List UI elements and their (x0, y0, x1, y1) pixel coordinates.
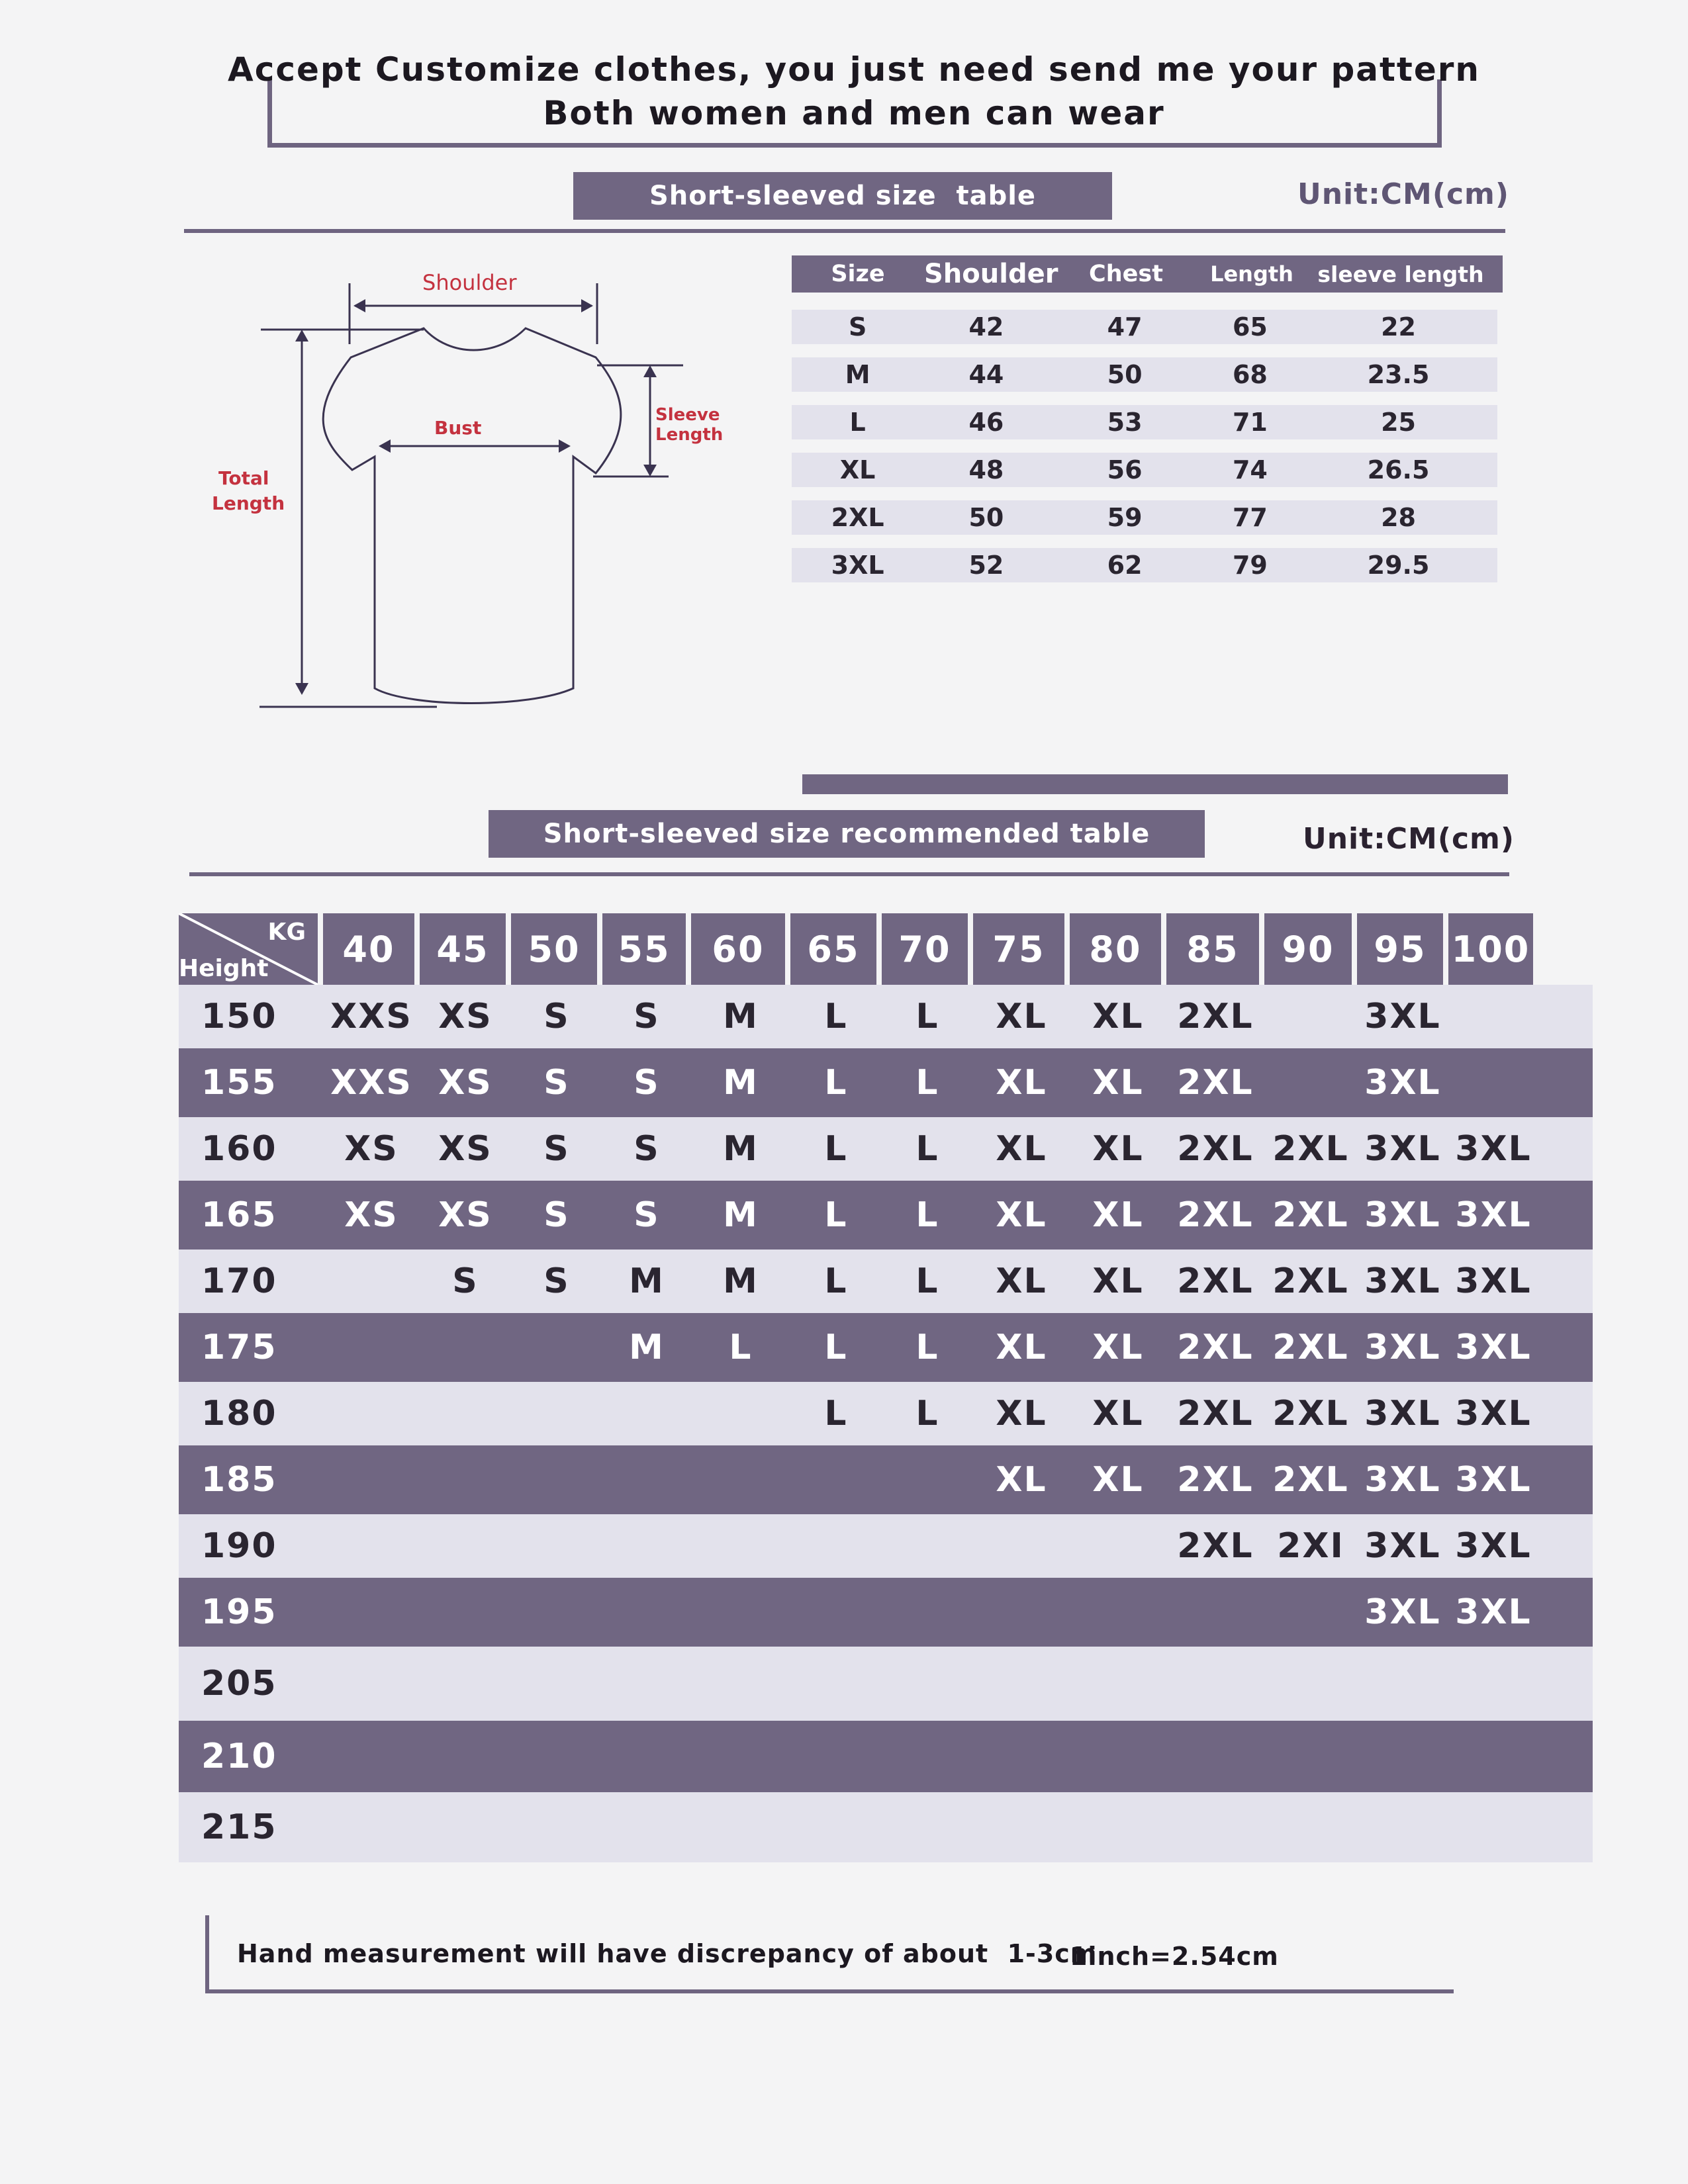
size-cell: 3XL (1455, 1394, 1532, 1433)
recommend-table (179, 913, 1593, 1862)
cell-shoulder: 44 (968, 360, 1004, 389)
cell-size: M (845, 360, 870, 389)
weight-header-75: 75 (973, 913, 1064, 985)
weight-header-70: 70 (882, 913, 968, 985)
size-cell: 3XL (1455, 1129, 1532, 1169)
size-cell: L (824, 997, 848, 1036)
table-corner (179, 913, 318, 985)
size-table-title: Short-sleeved size table (649, 181, 1037, 211)
cell-size: 3XL (831, 551, 884, 580)
size-cell: XL (1092, 1129, 1144, 1169)
cell-length: 65 (1232, 312, 1268, 341)
size-cell: S (452, 1261, 479, 1301)
weight-header-55: 55 (602, 913, 686, 985)
size-cell: 2XL (1177, 1261, 1254, 1301)
cell-shoulder: 52 (968, 551, 1004, 580)
height-cell: 210 (201, 1737, 277, 1776)
size-table-row (792, 548, 1497, 582)
recommend-row-170 (179, 1250, 1593, 1313)
footer-note: Hand measurement will have discrepancy of about 1-3cm (237, 1939, 1098, 1968)
size-table-row (792, 500, 1497, 535)
size-cell: XL (996, 1394, 1047, 1433)
size-cell: S (543, 997, 570, 1036)
size-cell: 3XL (1364, 1526, 1441, 1566)
size-cell: 3XL (1364, 1592, 1441, 1632)
header-size: Size (831, 261, 885, 287)
size-cell: 3XL (1455, 1195, 1532, 1235)
size-cell: 3XL (1364, 1394, 1441, 1433)
size-cell: XL (996, 1328, 1047, 1367)
size-cell: S (543, 1261, 570, 1301)
size-table-unit: Unit:CM(cm) (1297, 177, 1509, 211)
cell-length: 68 (1232, 360, 1268, 389)
size-cell: XL (1092, 1195, 1144, 1235)
size-cell: 2XL (1177, 1526, 1254, 1566)
size-cell: XXS (330, 997, 412, 1036)
size-cell: M (629, 1261, 665, 1301)
size-cell: 3XL (1364, 997, 1441, 1036)
size-cell: 3XL (1364, 1328, 1441, 1367)
height-cell: 165 (201, 1195, 277, 1235)
size-cell: 2XL (1177, 1394, 1254, 1433)
recommend-row-190 (179, 1514, 1593, 1578)
cell-sleeve-length: 28 (1381, 503, 1416, 532)
shoulder-label: Shoulder (422, 270, 517, 295)
size-cell: 2XL (1272, 1261, 1349, 1301)
footer-conversion: 1inch=2.54cm (1070, 1942, 1279, 1971)
size-cell: XL (1092, 1460, 1144, 1500)
size-cell: 3XL (1364, 1460, 1441, 1500)
size-cell: M (723, 1261, 759, 1301)
size-cell: 3XL (1455, 1460, 1532, 1500)
size-cell: M (629, 1328, 665, 1367)
recommend-row-195 (179, 1578, 1593, 1647)
recommend-table-header (179, 913, 1593, 985)
cell-chest: 50 (1107, 360, 1143, 389)
header-title-line2: Both women and men can wear (543, 94, 1165, 132)
size-cell: L (915, 1394, 939, 1433)
size-cell: L (824, 1394, 848, 1433)
recommend-table-unit: Unit:CM(cm) (1303, 822, 1515, 856)
size-cell: 3XL (1364, 1129, 1441, 1169)
header-chest: Chest (1089, 261, 1163, 287)
size-cell: 2XL (1177, 1195, 1254, 1235)
size-cell: XL (1092, 1394, 1144, 1433)
size-cell: XL (996, 1063, 1047, 1103)
size-cell: S (543, 1063, 570, 1103)
height-cell: 205 (201, 1664, 277, 1704)
total-length-label-2: Length (212, 492, 285, 514)
size-cell: XL (1092, 1261, 1144, 1301)
height-cell: 180 (201, 1394, 277, 1433)
size-table-header (792, 255, 1503, 293)
cell-sleeve-length: 22 (1381, 312, 1416, 341)
size-cell: M (723, 1195, 759, 1235)
cell-sleeve-length: 23.5 (1367, 360, 1430, 389)
measurement-diagram (199, 258, 741, 721)
size-cell: 3XL (1455, 1261, 1532, 1301)
size-cell: S (543, 1195, 570, 1235)
weight-header-85: 85 (1166, 913, 1259, 985)
size-cell: L (824, 1063, 848, 1103)
size-cell: L (824, 1195, 848, 1235)
size-cell: L (915, 1261, 939, 1301)
size-cell: 2XL (1272, 1460, 1349, 1500)
size-cell: S (633, 1195, 660, 1235)
size-cell: 3XL (1364, 1261, 1441, 1301)
recommend-row-150 (179, 985, 1593, 1048)
size-cell: 2XL (1177, 997, 1254, 1036)
cell-length: 79 (1232, 551, 1268, 580)
recommend-row-180 (179, 1382, 1593, 1445)
cell-sleeve-length: 29.5 (1367, 551, 1430, 580)
size-cell: XXS (330, 1063, 412, 1103)
height-cell: 175 (201, 1328, 277, 1367)
size-cell: 2XL (1177, 1460, 1254, 1500)
cell-sleeve-length: 25 (1381, 408, 1416, 437)
weight-header-90: 90 (1264, 913, 1352, 985)
cell-sleeve-length: 26.5 (1367, 455, 1430, 484)
sleeve-length-label-2: Length (655, 425, 724, 445)
size-cell: 3XL (1364, 1063, 1441, 1103)
size-table-row (792, 310, 1497, 344)
size-section-rule (184, 229, 1505, 233)
header-length: Length (1210, 261, 1293, 287)
cell-chest: 62 (1107, 551, 1143, 580)
cell-size: 2XL (831, 503, 884, 532)
weight-header-80: 80 (1070, 913, 1161, 985)
size-cell: L (824, 1328, 848, 1367)
weight-header-45: 45 (420, 913, 506, 985)
header-sleeve-length: sleeve length (1317, 261, 1484, 287)
size-cell: XS (438, 1129, 492, 1169)
size-cell: 2XL (1177, 1129, 1254, 1169)
size-cell: S (633, 1063, 660, 1103)
cell-shoulder: 42 (968, 312, 1004, 341)
cell-shoulder: 50 (968, 503, 1004, 532)
size-cell: XS (344, 1195, 399, 1235)
size-cell: 3XL (1455, 1526, 1532, 1566)
size-cell: 3XL (1455, 1328, 1532, 1367)
height-cell: 185 (201, 1460, 277, 1500)
size-cell: XS (344, 1129, 399, 1169)
size-cell: XL (996, 1129, 1047, 1169)
recommend-row-155 (179, 1048, 1593, 1117)
cell-chest: 56 (1107, 455, 1143, 484)
corner-kg-label: KG (267, 919, 306, 946)
weight-header-50: 50 (511, 913, 597, 985)
weight-header-95: 95 (1357, 913, 1443, 985)
cell-length: 71 (1232, 408, 1268, 437)
weight-header-65: 65 (790, 913, 876, 985)
cell-chest: 47 (1107, 312, 1143, 341)
cell-shoulder: 46 (968, 408, 1004, 437)
header-shoulder: Shoulder (924, 259, 1058, 289)
size-cell: M (723, 1063, 759, 1103)
recommend-table-banner (489, 810, 1205, 858)
recommend-row-215 (179, 1792, 1593, 1862)
height-cell: 215 (201, 1807, 277, 1847)
height-cell: 155 (201, 1063, 277, 1103)
recommend-row-160 (179, 1117, 1593, 1181)
recommend-row-175 (179, 1313, 1593, 1382)
cell-size: S (848, 312, 867, 341)
size-cell: XL (996, 1261, 1047, 1301)
weight-header-100: 100 (1448, 913, 1533, 985)
size-cell: L (824, 1129, 848, 1169)
size-cell: 2XI (1277, 1526, 1344, 1566)
size-cell: L (915, 1328, 939, 1367)
t-shirt-outline-icon (199, 258, 741, 721)
cell-chest: 53 (1107, 408, 1143, 437)
size-cell: L (915, 997, 939, 1036)
recommend-section-rule (189, 872, 1509, 876)
height-cell: 170 (201, 1261, 277, 1301)
size-cell: M (723, 997, 759, 1036)
height-cell: 190 (201, 1526, 277, 1566)
height-cell: 160 (201, 1129, 277, 1169)
sleeve-length-label-1: Sleeve (655, 405, 720, 425)
size-cell: XS (438, 1063, 492, 1103)
cell-length: 77 (1232, 503, 1268, 532)
corner-height-label: Height (179, 955, 269, 982)
recommend-row-165 (179, 1181, 1593, 1250)
size-cell: XL (1092, 1063, 1144, 1103)
size-cell: S (633, 997, 660, 1036)
height-cell: 195 (201, 1592, 277, 1632)
bust-label: Bust (434, 417, 482, 439)
size-cell: XL (1092, 1328, 1144, 1367)
size-cell: L (915, 1063, 939, 1103)
cell-chest: 59 (1107, 503, 1143, 532)
size-cell: XL (996, 997, 1047, 1036)
size-table-banner (573, 172, 1112, 220)
weight-header-40: 40 (323, 913, 414, 985)
size-cell: L (915, 1129, 939, 1169)
size-cell: 3XL (1455, 1592, 1532, 1632)
size-cell: 2XL (1272, 1394, 1349, 1433)
size-cell: S (543, 1129, 570, 1169)
cell-length: 74 (1232, 455, 1268, 484)
height-cell: 150 (201, 997, 277, 1036)
size-cell: L (824, 1261, 848, 1301)
size-cell: 2XL (1177, 1063, 1254, 1103)
cell-shoulder: 48 (968, 455, 1004, 484)
recommend-row-205 (179, 1647, 1593, 1721)
recommend-table-title: Short-sleeved size recommended table (543, 819, 1150, 849)
recommend-top-bar (802, 774, 1508, 794)
size-cell: XL (996, 1195, 1047, 1235)
size-cell: XL (996, 1460, 1047, 1500)
size-cell: L (729, 1328, 753, 1367)
size-cell: XL (1092, 997, 1144, 1036)
cell-size: XL (839, 455, 876, 484)
size-cell: XS (438, 1195, 492, 1235)
recommend-row-210 (179, 1721, 1593, 1792)
recommend-row-185 (179, 1445, 1593, 1514)
size-table (792, 255, 1503, 596)
size-cell: L (915, 1195, 939, 1235)
size-cell: M (723, 1129, 759, 1169)
header-title-line1: Accept Customize clothes, you just need send me your pattern (228, 50, 1480, 89)
size-table-row (792, 357, 1497, 392)
size-cell: 2XL (1272, 1328, 1349, 1367)
size-cell: 2XL (1177, 1328, 1254, 1367)
weight-header-60: 60 (691, 913, 785, 985)
size-cell: XS (438, 997, 492, 1036)
size-table-row (792, 405, 1497, 439)
cell-size: L (849, 408, 866, 437)
size-table-row (792, 453, 1497, 487)
size-cell: S (633, 1129, 660, 1169)
total-length-label-1: Total (218, 467, 269, 489)
size-cell: 3XL (1364, 1195, 1441, 1235)
size-cell: 2XL (1272, 1195, 1349, 1235)
size-cell: 2XL (1272, 1129, 1349, 1169)
